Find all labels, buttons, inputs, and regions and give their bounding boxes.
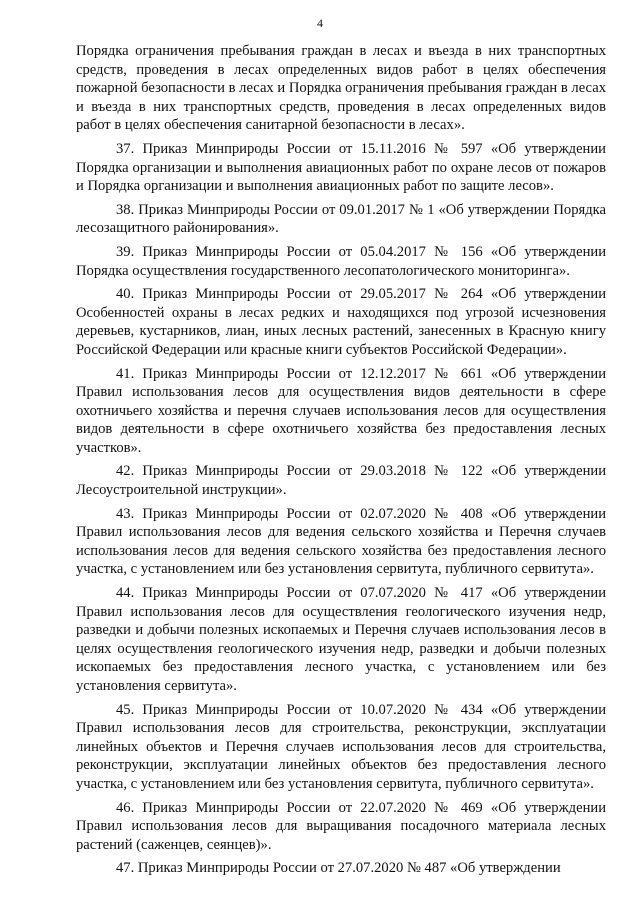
list-item-44: 44. Приказ Минприроды России от 07.07.2020 № 417 «Об утверждении Правил использования лесов для осуществления геологического изучения недр, разведки и добычи полезных ископаемых и Перечня случаев использования лесов в целях осуществления геологического изучения недр, разведки и добычи полезных ископаемых без предоставления лесного участка, с установлением или без установления сервитута».: [76, 585, 606, 694]
page-number: 4: [317, 16, 323, 30]
list-item-47: 47. Приказ Минприроды России от 27.07.2020 № 487 «Об утверждении: [116, 860, 561, 877]
list-item-45: 45. Приказ Минприроды России от 10.07.2020 № 434 «Об утверждении Правил использования лесов для строительства, реконструкции, эксплуатации линейных объектов и Перечня случаев использования лесов для строительства, реконструкции, эксплуатации линейных объектов без предоставления лесного участка, с установлением или без установления сервитута, публичного сервитута».: [76, 701, 606, 792]
list-item-43: 43. Приказ Минприроды России от 02.07.2020 № 408 «Об утверждении Правил использования лесов для ведения сельского хозяйства и Перечня случаев использования лесов для ведения сельского хозяйства без предоставления лесного участка, с установлением или без установления сервитута, публичного сервитута».: [76, 505, 606, 578]
list-item-37: 37. Приказ Минприроды России от 15.11.2016 № 597 «Об утверждении Порядка организации и выполнения авиационных работ по охране лесов от пожаров и Порядка организации и выполнения авиационных работ по защите лесов».: [76, 140, 606, 195]
paragraph-continuation: Порядка ограничения пребывания граждан в лесах и въезда в них транспортных средств, проведения в лесах определенных видов работ в целях обеспечения пожарной безопасности в лесах и Порядка ограничения пребывания граждан в лесах и въезда в них транспортных средств, проведения в лесах определенных видов работ в целях обеспечения санитарной безопасности в лесах».: [76, 43, 606, 134]
list-item-38: 38. Приказ Минприроды России от 09.01.2017 № 1 «Об утверждении Порядка лесозащитного районирования».: [76, 201, 606, 237]
list-item-42: 42. Приказ Минприроды России от 29.03.2018 № 122 «Об утверждении Лесоустроительной инструкции».: [76, 463, 606, 499]
list-item-41: 41. Приказ Минприроды России от 12.12.2017 № 661 «Об утверждении Правил использования лесов для осуществления видов деятельности в сфере охотничьего хозяйства и перечня случаев использования лесов для осуществления видов деятельности в сфере охотничьего хозяйства без предоставления лесных участков».: [76, 365, 606, 456]
list-item-40: 40. Приказ Минприроды России от 29.05.2017 № 264 «Об утверждении Особенностей охраны в лесах редких и находящихся под угрозой исчезновения деревьев, кустарников, лиан, иных лесных растений, занесенных в Красную книгу Российской Федерации или красные книги субъектов Российской Федерации».: [76, 286, 606, 358]
list-item-46: 46. Приказ Минприроды России от 22.07.2020 № 469 «Об утверждении Правил использования лесов для выращивания посадочного материала лесных растений (саженцев, сеянцев)».: [76, 799, 606, 853]
list-item-39: 39. Приказ Минприроды России от 05.04.2017 № 156 «Об утверждении Порядка осуществления государственного лесопатологического мониторинга».: [76, 243, 606, 279]
